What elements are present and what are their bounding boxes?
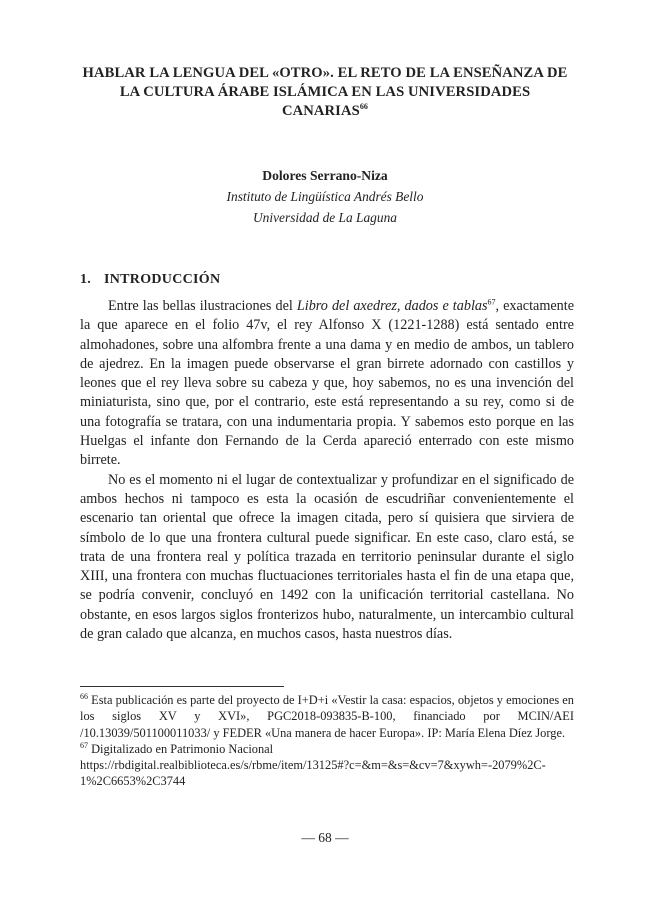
paragraph-1-footnote-ref[interactable]: 67 [487, 297, 496, 307]
page-number: — 68 — [301, 830, 349, 845]
section-heading [80, 272, 220, 288]
footnote-66-text: Esta publicación es parte del proyecto de I+D+i «Vestir la casa: espacios, objetos y emociones en los siglos XV y XVI», PGC2018-093835-B-100, financiado por MCIN/AEI /10.13039/501100011033/ y FEDER «Una manera de hacer Europa». IP: María Elena Díez Jorge. [80, 693, 574, 740]
article-title [80, 64, 570, 121]
author-block [80, 166, 570, 228]
section-title: INTRODUCCIÓN [104, 272, 221, 287]
footnote-67-text: Digitalizado en Patrimonio Nacional [88, 741, 274, 756]
footnote-divider [80, 686, 284, 687]
author-name: Dolores Serrano-Niza [262, 168, 388, 183]
paragraph-1-rest: , exactamente la que aparece en el folio 47v, el rey Alfonso X (1221-1288) está sentado entre almohadones, sobre una alfombra frente a una dama y en medio de ambos, un tablero de ajedrez. En la imagen puede observarse el gran birrete adornado con castillos y leones que el rey lleva sobre su cabeza y que, hoy sabemos, no es una invención del miniaturista, sino que, por el contrario, este está representando a su rey, como si de una fotografía se tratara, con una indumentaria propia. Y sabemos esto porque en las Huelgas el infante don Fernando de la Cerda apareció enterrado con este mismo birrete. [80, 298, 574, 469]
footnote-67-marker: 67 [80, 740, 88, 750]
paragraph-1 [80, 297, 574, 471]
footnote-67 [80, 741, 574, 757]
paragraph-2: No es el momento ni el lugar de contextualizar y profundizar en el significado de ambos hechos ni tampoco es esta la ocasión de escudriñar convenientemente el escenario tan oriental que ofrece la imagen citada, pero sí quisiera que sirviera de símbolo de lo que una frontera cultural puede significar. En este caso, claro está, se trata de una frontera real y política trazada en territorio peninsular durante el siglo XIII, una frontera con muchas fluctuaciones territoriales hasta el fin de una etapa que, se podría convenir, concluyó en 1492 con la unificación territorial castellana. No obstante, en esos largos siglos fronterizos hubo, naturalmente, un intercambio cultural de gran calado que alcanza, en muchos casos, hasta nuestros días. [80, 471, 574, 643]
footnote-67-url[interactable]: https://rbdigital.realbiblioteca.es/s/rbme/item/13125#?c=&m=&s=&cv=7&xywh=-2079%2C-1%2C6653%2C3744 [80, 758, 546, 789]
author-affiliation-university: Universidad de La Laguna [253, 210, 397, 225]
body-text [80, 297, 574, 644]
paragraph-1-start: Entre las bellas ilustraciones del [108, 298, 297, 314]
article-title-text: HABLAR LA LENGUA DEL «OTRO». EL RETO DE LA ENSEÑANZA DE LA CULTURA ÁRABE ISLÁMICA EN LAS UNIVERSIDADES CANARIAS [82, 65, 568, 119]
footnote-66 [80, 692, 574, 741]
title-footnote-ref[interactable]: 66 [359, 102, 369, 112]
book-title-italic: Libro del axedrez, dados e tablas [296, 298, 488, 314]
section-number: 1. [80, 272, 92, 287]
footnote-66-marker: 66 [80, 691, 88, 701]
footnotes [80, 692, 574, 790]
author-affiliation-institute: Instituto de Lingüística Andrés Bello [226, 189, 424, 204]
